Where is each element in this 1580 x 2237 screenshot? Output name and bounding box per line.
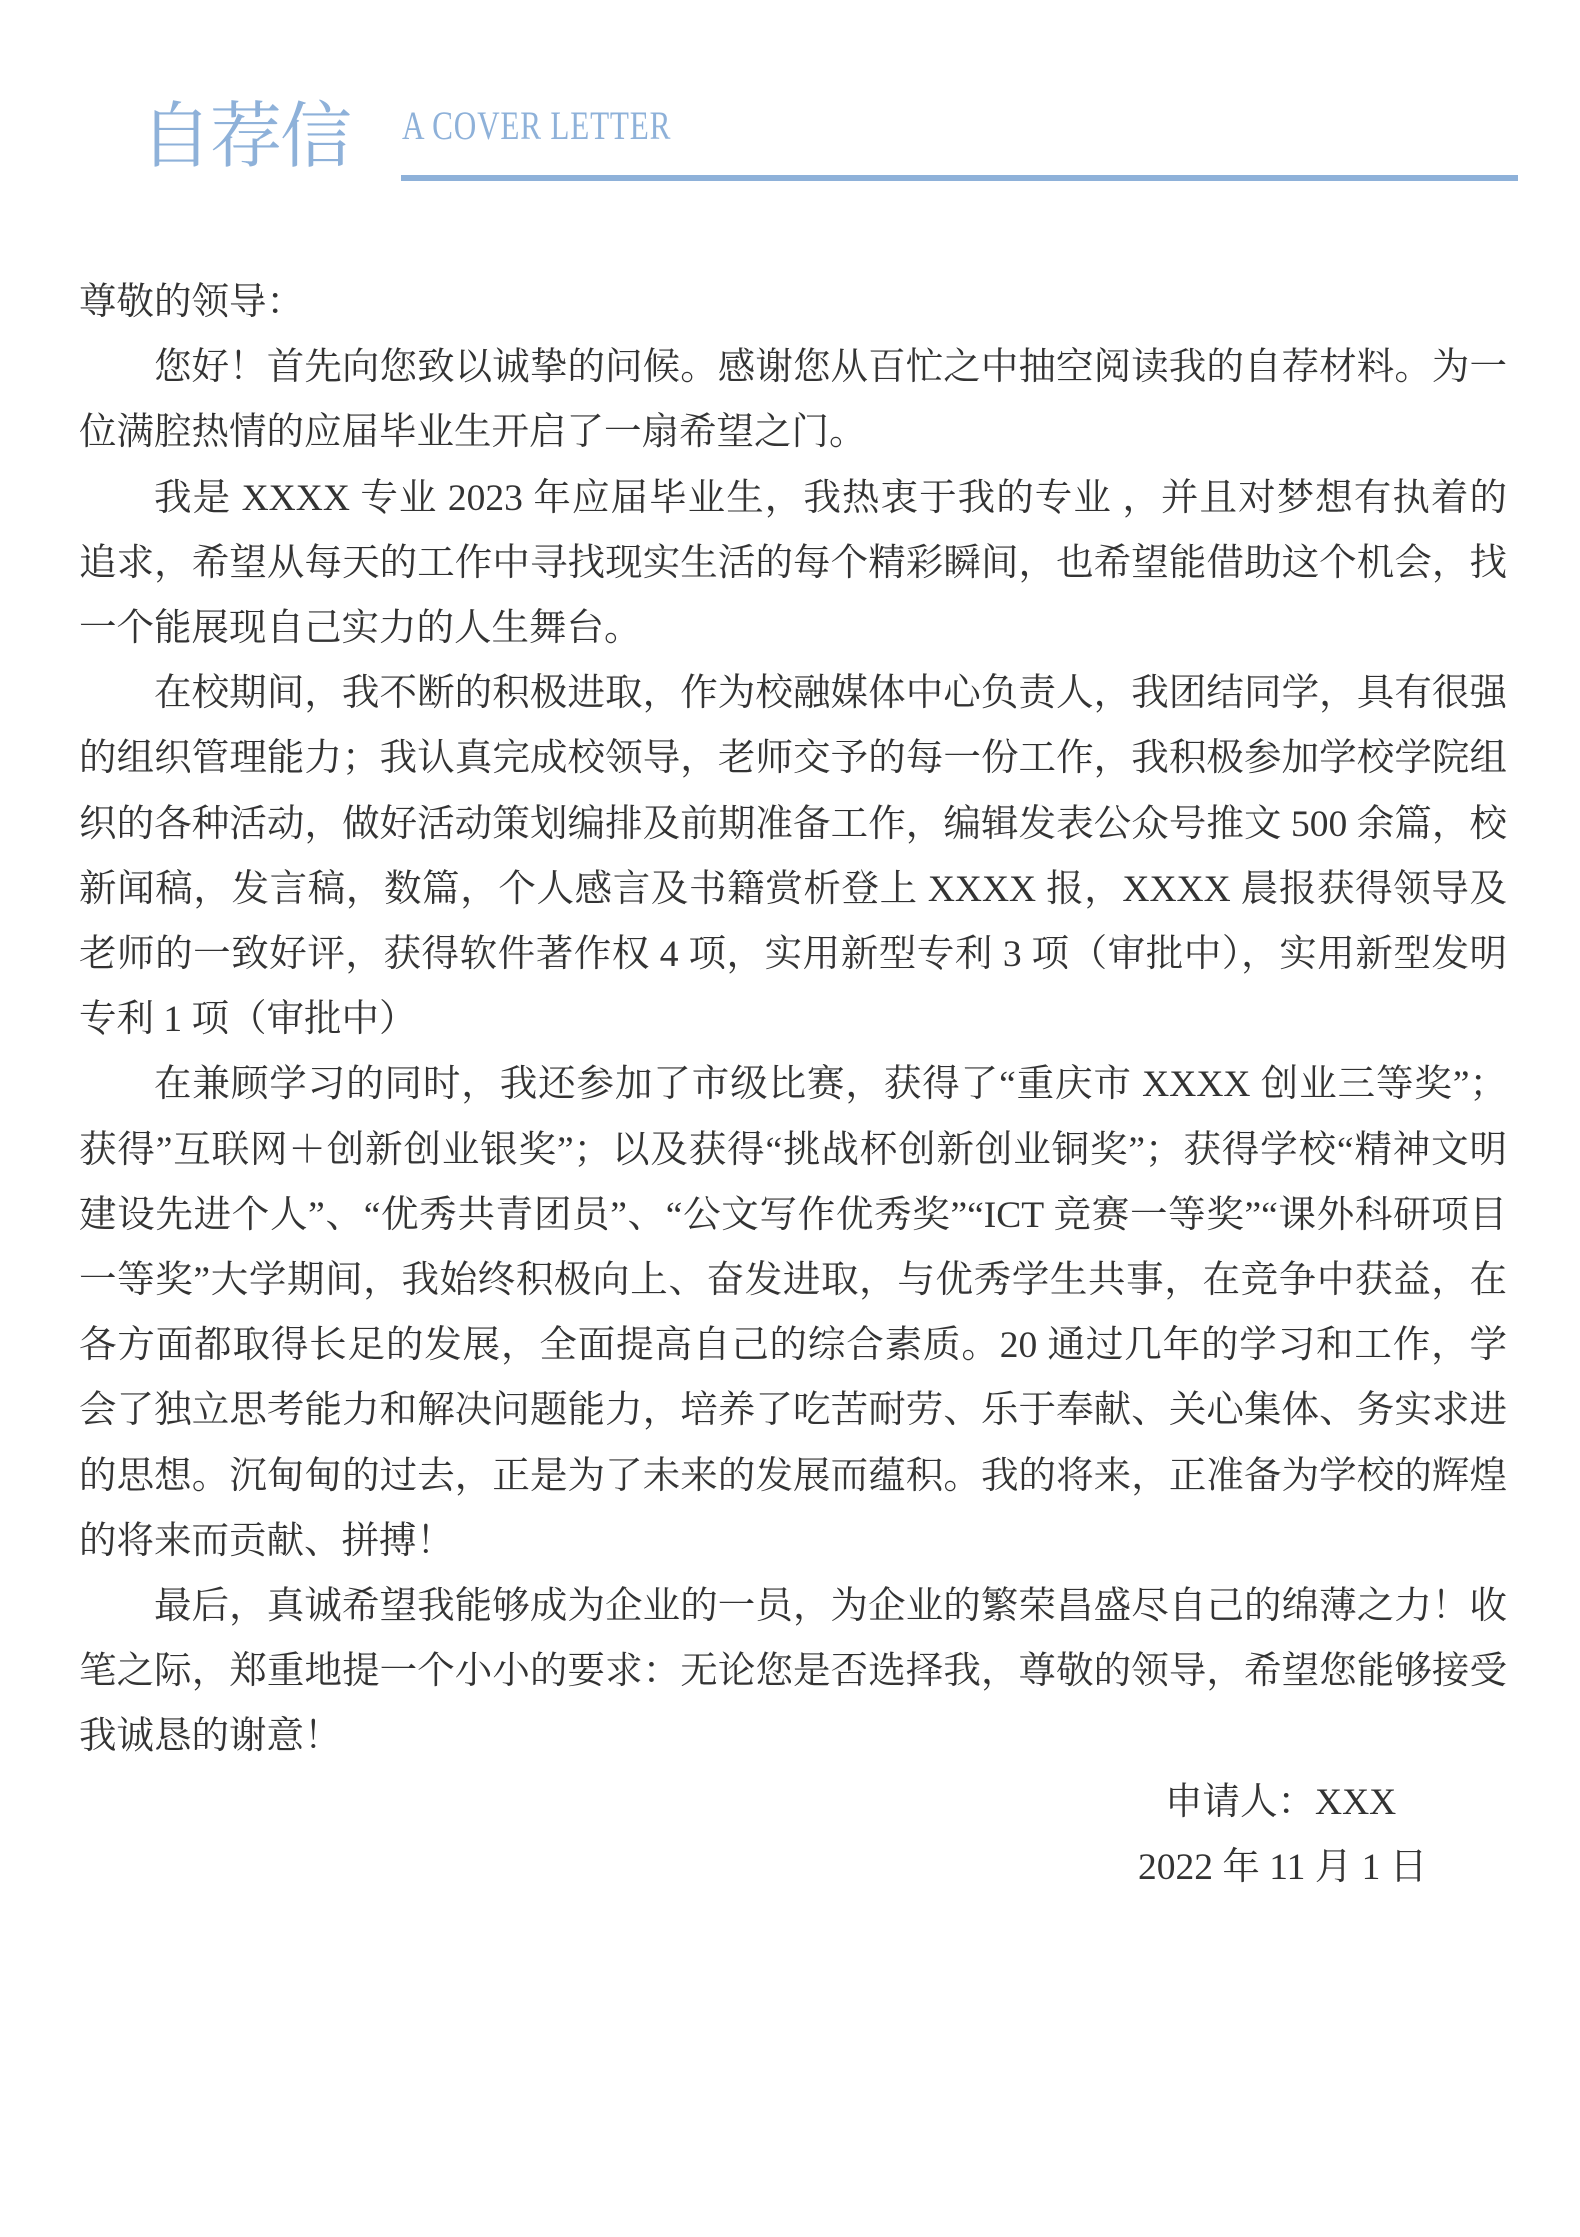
signature-date: 2022 年 11 月 1 日 xyxy=(1138,1847,1428,1888)
paragraph-introduction: 我是 XXXX 专业 2023 年应届毕业生，我热衷于我的专业 ，并且对梦想有执着的追求，希望从每天的工作中寻找现实生活的每个精彩瞬间，也希望能借助这个机会，找一个能展现自己实力的人生舞台。 xyxy=(79,477,1507,650)
paragraph-awards: 在兼顾学习的同时，我还参加了市级比赛，获得了“重庆市 XXXX 创业三等奖”；获得”互联网＋创新创业银奖”；以及获得“挑战杯创新创业铜奖”；获得学校“精神文明建设先进个人”、“优秀共青团员”、“公文写作优秀奖”“ICT 竞赛一等奖”“课外科研项目一等奖”大学期间，我始终积极向上、奋发进取，与优秀学生共事，在竞争中获益，在各方面都取得长足的发展，全面提高自己的综合素质。20 通过几年的学习和工作，学会了独立思考能力和解决问题能力，培养了吃苦耐劳、乐于奉献、关心集体、务实求进的思想。沉甸甸的过去，正是为了未来的发展而蕴积。我的将来，正准备为学校的辉煌的将来而贡献、拼搏！ xyxy=(79,1064,1507,1562)
letter-body xyxy=(79,270,1507,1770)
paragraph-school-experience: 在校期间，我不断的积极进取，作为校融媒体中心负责人，我团结同学，具有很强的组织管理能力；我认真完成校领导，老师交予的每一份工作，我积极参加学校学院组织的各种活动，做好活动策划编排及前期准备工作，编辑发表公众号推文 500 余篇，校新闻稿，发言稿，数篇，个人感言及书籍赏析登上 XXXX 报，XXXX 晨报获得领导及老师的一致好评，获得软件著作权 4 项，实用新型专利 3 项（审批中），实用新型发明专利 1 项（审批中） xyxy=(79,673,1507,1041)
salutation: 尊敬的领导： xyxy=(79,282,304,323)
signature-applicant: 申请人：XXX xyxy=(1165,1782,1397,1823)
title-underline-divider xyxy=(401,175,1518,181)
page-title: 自荐信 xyxy=(140,97,351,177)
page-subtitle: A COVER LETTER xyxy=(402,103,672,148)
paragraph-greeting: 您好！首先向您致以诚挚的问候。感谢您从百忙之中抽空阅读我的自荐材料。为一位满腔热情的应届毕业生开启了一扇希望之门。 xyxy=(79,347,1507,454)
paragraph-closing: 最后，真诚希望我能够成为企业的一员，为企业的繁荣昌盛尽自己的绵薄之力！收笔之际，郑重地提一个小小的要求：无论您是否选择我，尊敬的领导，希望您能够接受我诚恳的谢意！ xyxy=(79,1586,1507,1758)
